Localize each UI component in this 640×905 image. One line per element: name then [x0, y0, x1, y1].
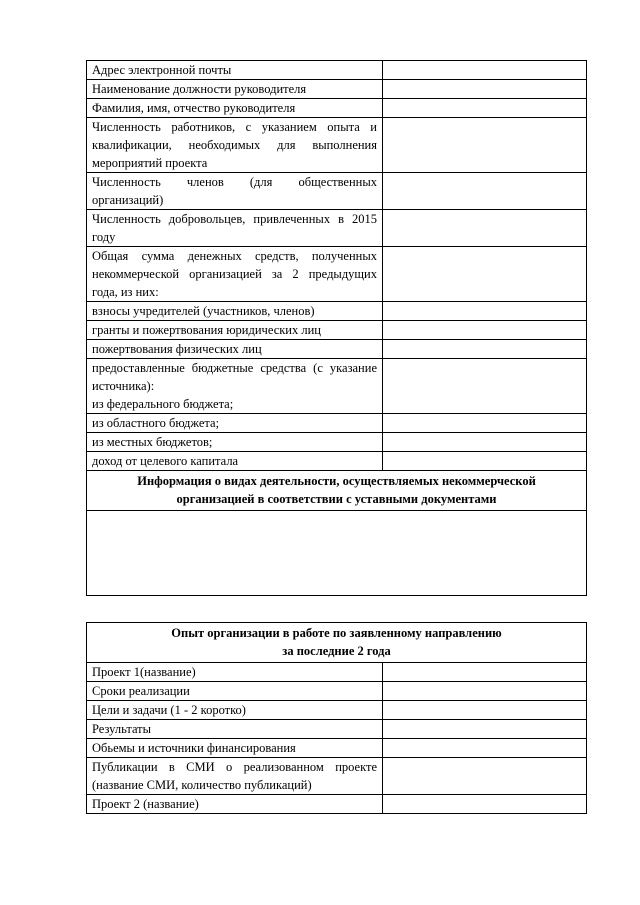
table-row: [87, 80, 587, 99]
value-cell-timeline[interactable]: [383, 682, 587, 701]
table-row: [87, 682, 587, 701]
value-cell-members-count[interactable]: [383, 173, 587, 210]
organization-info-table: [86, 60, 587, 596]
row-label-budget-funds: [87, 359, 383, 414]
row-label-goals: Цели и задачи (1 - 2 коротко): [87, 701, 383, 720]
table-row: [87, 452, 587, 471]
row-label-head-position: Наименование должности руководителя: [87, 80, 383, 99]
activities-description-area[interactable]: [87, 511, 587, 596]
experience-section-header: [87, 623, 587, 663]
value-cell-funding[interactable]: [383, 739, 587, 758]
table-row: [87, 433, 587, 452]
row-label-endowment-income: доход от целевого капитала: [87, 452, 383, 471]
table-row: [87, 302, 587, 321]
row-label-results: Результаты: [87, 720, 383, 739]
value-cell-media[interactable]: [383, 758, 587, 795]
table-row: [87, 701, 587, 720]
row-label-legal-grants: гранты и пожертвования юридических лиц: [87, 321, 383, 340]
table-row: [87, 99, 587, 118]
value-cell-regional-budget[interactable]: [383, 414, 587, 433]
value-cell-results[interactable]: [383, 720, 587, 739]
value-cell-email[interactable]: [383, 61, 587, 80]
table-row: [87, 414, 587, 433]
activities-header-line1: Информация о видах деятельности, осуществляемых некоммерческой: [137, 474, 536, 488]
experience-header-line2: за последние 2 года: [282, 644, 391, 658]
table-row: [87, 61, 587, 80]
value-cell-head-name[interactable]: [383, 99, 587, 118]
table-row: [87, 511, 587, 596]
row-label-project1: Проект 1(название): [87, 663, 383, 682]
value-cell-legal-grants[interactable]: [383, 321, 587, 340]
row-label-founder-fees: взносы учредителей (участников, членов): [87, 302, 383, 321]
table-row: [87, 247, 587, 302]
section-header-row: [87, 471, 587, 511]
table-row: [87, 663, 587, 682]
table-row: [87, 795, 587, 814]
row-label-email: Адрес электронной почты: [87, 61, 383, 80]
row-label-media: Публикации в СМИ о реализованном проекте (название СМИ, количество публикаций): [87, 758, 383, 795]
value-cell-local-budget[interactable]: [383, 433, 587, 452]
table-row: [87, 720, 587, 739]
table-row: [87, 173, 587, 210]
value-cell-goals[interactable]: [383, 701, 587, 720]
row-label-individual-donations: пожертвования физических лиц: [87, 340, 383, 359]
table-row: [87, 739, 587, 758]
value-cell-founder-fees[interactable]: [383, 302, 587, 321]
table-row: [87, 321, 587, 340]
value-cell-budget-funds[interactable]: [383, 359, 587, 414]
table-row: [87, 210, 587, 247]
row-label-total-funds: Общая сумма денежных средств, полученных некоммерческой организацией за 2 предыдущих года, из них:: [87, 247, 383, 302]
value-cell-individual-donations[interactable]: [383, 340, 587, 359]
table-row: [87, 359, 587, 414]
row-label-timeline: Сроки реализации: [87, 682, 383, 701]
experience-table: [86, 622, 587, 814]
experience-header-line1: Опыт организации в работе по заявленному направлению: [171, 626, 502, 640]
value-cell-project1[interactable]: [383, 663, 587, 682]
row-label-regional-budget: из областного бюджета;: [87, 414, 383, 433]
row-label-staff-count: Численность работников, с указанием опыта и квалификации, необходимых для выполнения мероприятий проекта: [87, 118, 383, 173]
row-label-members-count: Численность членов (для общественных организаций): [87, 173, 383, 210]
row-label-local-budget: из местных бюджетов;: [87, 433, 383, 452]
section-header-row: [87, 623, 587, 663]
table-row: [87, 118, 587, 173]
value-cell-endowment-income[interactable]: [383, 452, 587, 471]
value-cell-volunteers-count[interactable]: [383, 210, 587, 247]
table-row: [87, 340, 587, 359]
activities-header-line2: организацией в соответствии с уставными документами: [176, 492, 497, 506]
value-cell-total-funds[interactable]: [383, 247, 587, 302]
value-cell-staff-count[interactable]: [383, 118, 587, 173]
row-label-project2: Проект 2 (название): [87, 795, 383, 814]
activities-section-header: [87, 471, 587, 511]
value-cell-project2[interactable]: [383, 795, 587, 814]
table-row: [87, 758, 587, 795]
row-label-funding: Обьемы и источники финансирования: [87, 739, 383, 758]
value-cell-head-position[interactable]: [383, 80, 587, 99]
budget-funds-text: предоставленные бюджетные средства (с указание источника):: [92, 361, 377, 393]
row-label-volunteers-count: Численность добровольцев, привлеченных в 2015 году: [87, 210, 383, 247]
federal-budget-text: из федерального бюджета;: [92, 397, 234, 411]
row-label-head-name: Фамилия, имя, отчество руководителя: [87, 99, 383, 118]
